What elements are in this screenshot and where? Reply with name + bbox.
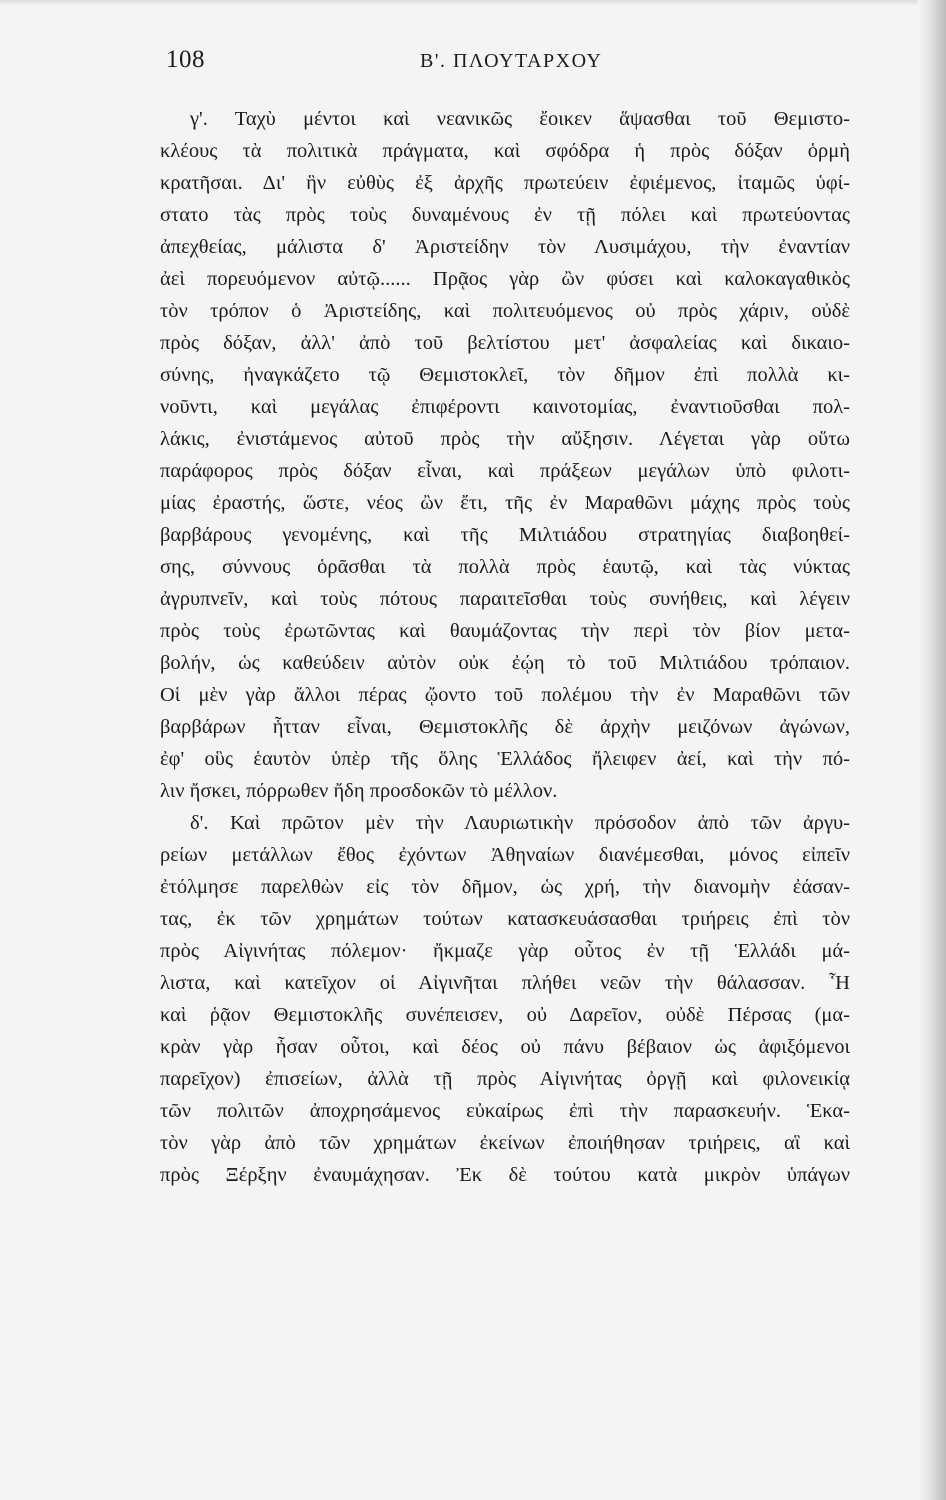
text-line: κλέους τὰ πολιτικὰ πράγματα, καὶ σφόδρα ἡ πρὸς δόξαν ὁρμὴ (160, 140, 850, 162)
text-line: καὶ ῥᾷον Θεμιστοκλῆς συνέπεισεν, οὐ Δαρεῖον, οὐδὲ Πέρσας (μα- (160, 1004, 850, 1026)
text-line: τὸν τρόπον ὁ Ἀριστείδης, καὶ πολιτευόμενος οὐ πρὸς χάριν, οὐδὲ (160, 300, 850, 322)
body-text (160, 103, 850, 1191)
text-line: λάκις, ἐνιστάμενος αὐτοῦ πρὸς τὴν αὔξησιν. Λέγεται γὰρ οὕτω (160, 428, 850, 450)
text-line: σης, σύννους ὁρᾶσθαι τὰ πολλὰ πρὸς ἑαυτῷ, καὶ τὰς νύκτας (160, 556, 850, 578)
text-line: κρατῆσαι. Δι' ἣν εὐθὺς ἐξ ἀρχῆς πρωτεύειν ἐφιέμενος, ἰταμῶς ὑφί- (160, 172, 850, 194)
text-line: πρὸς τοὺς ἐρωτῶντας καὶ θαυμάζοντας τὴν περὶ τὸν βίον μετα- (160, 620, 850, 642)
text-line: πρὸς Αἰγινήτας πόλεμον· ἤκμαζε γὰρ οὗτος ἐν τῇ Ἑλλάδι μά- (160, 940, 850, 962)
text-line: μίας ἐραστής, ὥστε, νέος ὢν ἔτι, τῆς ἐν Μαραθῶνι μάχης πρὸς τοὺς (160, 492, 850, 514)
text-line: ἀπεχθείας, μάλιστα δ' Ἀριστείδην τὸν Λυσιμάχου, τὴν ἐναντίαν (160, 236, 850, 258)
text-line: βολήν, ὡς καθεύδειν αὐτὸν οὐκ ἐῴη τὸ τοῦ Μιλτιάδου τρόπαιον. (160, 652, 850, 674)
text-line: παράφορος πρὸς δόξαν εἶναι, καὶ πράξεων μεγάλων ὑπὸ φιλοτι- (160, 460, 850, 482)
text-line: πρὸς δόξαν, ἀλλ' ἀπὸ τοῦ βελτίστου μετ' ἀσφαλείας καὶ δικαιο- (160, 332, 850, 354)
running-head: Β'. ΠΛΟΥΤΑΡΧΟΥ (420, 50, 603, 72)
text-line: ἀγρυπνεῖν, καὶ τοὺς πότους παραιτεῖσθαι τοὺς συνήθεις, καὶ λέγειν (160, 588, 850, 610)
text-line: παρεῖχον) ἐπισείων, ἀλλὰ τῇ πρὸς Αἰγινήτας ὀργῇ καὶ φιλονεικίᾳ (160, 1068, 850, 1090)
book-page (160, 0, 850, 1500)
text-line: στατο τὰς πρὸς τοὺς δυναμένους ἐν τῇ πόλει καὶ πρωτεύοντας (160, 204, 850, 226)
page-number: 108 (166, 46, 205, 73)
text-line: πρὸς Ξέρξην ἐναυμάχησαν. Ἐκ δὲ τούτου κατὰ μικρὸν ὑπάγων (160, 1164, 850, 1186)
text-line: δ'. Καὶ πρῶτον μὲν τὴν Λαυριωτικὴν πρόσοδον ἀπὸ τῶν ἀργυ- (190, 812, 850, 834)
scan-page-edge (918, 0, 946, 1500)
text-line: βαρβάρους γενομένης, καὶ τῆς Μιλτιάδου στρατηγίας διαβοηθεί- (160, 524, 850, 546)
text-line: ρείων μετάλλων ἔθος ἐχόντων Ἀθηναίων διανέμεσθαι, μόνος εἰπεῖν (160, 844, 850, 866)
text-line: βαρβάρων ἧτταν εἶναι, Θεμιστοκλῆς δὲ ἀρχὴν μειζόνων ἀγώνων, (160, 716, 850, 738)
text-line: ἐφ' οὓς ἑαυτὸν ὑπὲρ τῆς ὅλης Ἑλλάδος ἤλειφεν ἀεί, καὶ τὴν πό- (160, 748, 850, 770)
text-line: κρὰν γὰρ ἦσαν οὗτοι, καὶ δέος οὐ πάνυ βέβαιον ὡς ἀφιξόμενοι (160, 1036, 850, 1058)
text-line: νοῦντι, καὶ μεγάλας ἐπιφέροντι καινοτομίας, ἐναντιοῦσθαι πολ- (160, 396, 850, 418)
text-line: γ'. Ταχὺ μέντοι καὶ νεανικῶς ἔοικεν ἅψασθαι τοῦ Θεμιστο- (190, 108, 850, 130)
page-header (160, 46, 850, 86)
text-line: Οἱ μὲν γὰρ ἄλλοι πέρας ᾤοντο τοῦ πολέμου τὴν ἐν Μαραθῶνι τῶν (160, 684, 850, 706)
text-line: τὸν γὰρ ἀπὸ τῶν χρημάτων ἐκείνων ἐποιήθησαν τριήρεις, αἳ καὶ (160, 1132, 850, 1154)
text-line: τῶν πολιτῶν ἀποχρησάμενος εὐκαίρως ἐπὶ τὴν παρασκευήν. Ἑκα- (160, 1100, 850, 1122)
text-line: ἀεὶ πορευόμενον αὐτῷ...... Πρᾷος γὰρ ὢν φύσει καὶ καλοκαγαθικὸς (160, 268, 850, 290)
text-line: τας, ἐκ τῶν χρημάτων τούτων κατασκευάσασθαι τριήρεις ἐπὶ τὸν (160, 908, 850, 930)
text-line: σύνης, ἠναγκάζετο τῷ Θεμιστοκλεῖ, τὸν δῆμον ἐπὶ πολλὰ κι- (160, 364, 850, 386)
text-line: ἐτόλμησε παρελθὼν εἰς τὸν δῆμον, ὡς χρή, τὴν διανομὴν ἐάσαν- (160, 876, 850, 898)
text-line: λιν ἤσκει, πόρρωθεν ἤδη προσδοκῶν τὸ μέλλον. (160, 780, 558, 802)
text-line: λιστα, καὶ κατεῖχον οἱ Αἰγινῆται πλήθει νεῶν τὴν θάλασσαν. Ἧ (160, 972, 850, 994)
